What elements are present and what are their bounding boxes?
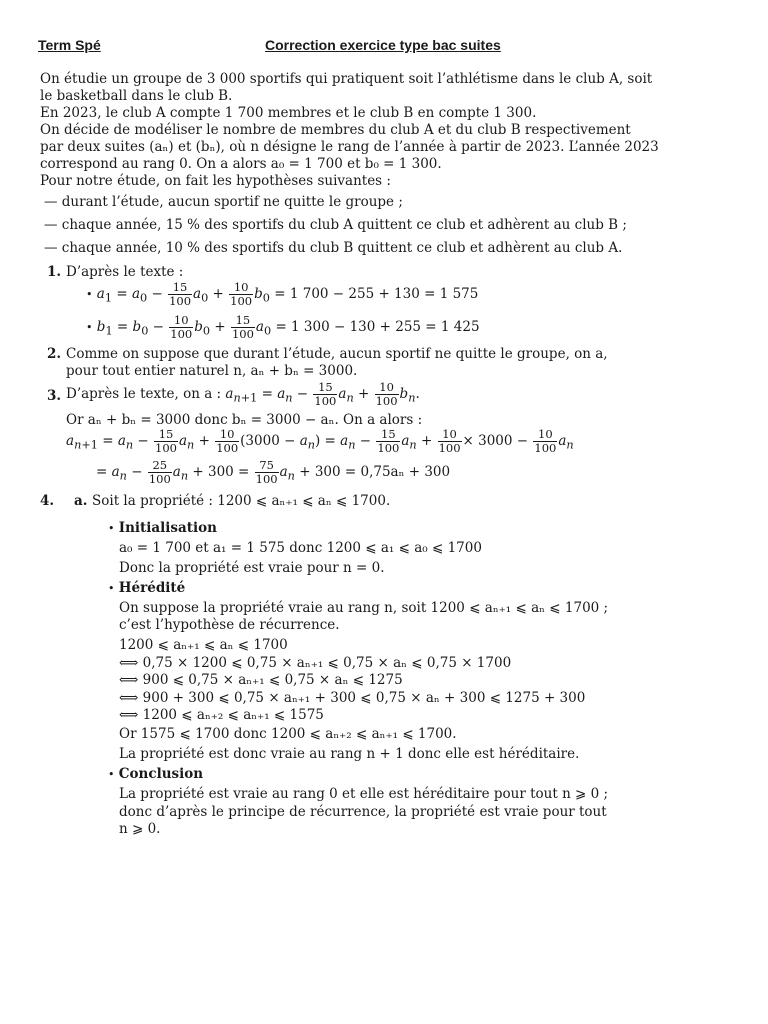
formula-a1-result: = 1 700 − 255 + 130 = 1 575 <box>274 286 479 302</box>
formula-b1-result: = 1 300 − 130 + 255 = 1 425 <box>275 319 480 335</box>
formula-a1: • $a_1 = a_0$ − $\frac{15}{100}$ $a_0$ + $\frac{10}{100}$ $b_0 = 1$ 700 − 255 + 130 = 1 575 <box>86 280 479 308</box>
fraction: $\frac{15}{100}$ <box>231 313 254 341</box>
section-title: Conclusion <box>118 766 204 782</box>
formula-q3-expand: $a_{n+1} = a_n$ − $\frac{15}{100}$ $a_n$ + $\frac{10}{100}$ $(3000 - a_n) = a_n$ − $\frac{15}{100}$ $a_n$ + $\frac{10}{100}$ × 3000 − $\frac{10}{100}$ $a_n$ <box>66 427 574 455</box>
proof-line: a₀ = 1 700 et a₁ = 1 575 donc 1200 ⩽ a₁ ⩽ a₀ ⩽ 1700 <box>119 540 482 556</box>
hypothesis-item: — durant l’étude, aucun sportif ne quitte le groupe ; <box>44 194 403 210</box>
fraction: $\frac{10}{100}$ <box>230 280 253 308</box>
intro-line: En 2023, le club A compte 1 700 membres et le club B en compte 1 300. <box>40 105 537 121</box>
formula-q3-tail: + 300 = 0,75aₙ + 300 <box>299 464 451 480</box>
question-3-intro: D’après le texte, on a : <box>66 386 222 402</box>
bullet-icon: • <box>108 582 115 595</box>
hypothesis-item: — chaque année, 10 % des sportifs du club B quittent ce club et adhèrent au club A. <box>44 240 623 256</box>
intro-line: le basketball dans le club B. <box>40 88 233 104</box>
formula-q3-result: = $a_n$ − $\frac{25}{100}$ $a_n + 300$ = $\frac{75}{100}$ $a_n + 300 = 0,75a_n + 300$ <box>96 458 451 486</box>
course-label: Term Spé <box>38 37 101 53</box>
proof-line: On suppose la propriété vraie au rang n, soit 1200 ⩽ aₙ₊₁ ⩽ aₙ ⩽ 1700 ; <box>119 600 609 616</box>
proof-equivalence: ⟺ 0,75 × 1200 ⩽ 0,75 × aₙ₊₁ ⩽ 0,75 × aₙ ⩽ 0,75 × 1700 <box>119 655 512 671</box>
proof-equivalence: ⟺ 1200 ⩽ aₙ₊₂ ⩽ aₙ₊₁ ⩽ 1575 <box>119 707 324 723</box>
proof-line: 1200 ⩽ aₙ₊₁ ⩽ aₙ ⩽ 1700 <box>119 637 288 653</box>
fraction: $\frac{10}{100}$ <box>438 427 461 455</box>
section-title: Hérédité <box>118 580 186 596</box>
fraction: $\frac{10}{100}$ <box>216 427 239 455</box>
fraction: $\frac{10}{100}$ <box>170 313 193 341</box>
fraction: $\frac{10}{100}$ <box>534 427 557 455</box>
proof-line: donc d’après le principe de récurrence, la propriété est vraie pour tout <box>119 804 607 820</box>
section-heredite <box>108 580 185 597</box>
proof-line: La propriété est donc vraie au rang n + 1 donc elle est héréditaire. <box>119 746 580 762</box>
question-3-line: Or aₙ + bₙ = 3000 donc bₙ = 3000 − aₙ. On a alors : <box>66 412 423 428</box>
question-4-number: 4. <box>40 493 55 509</box>
question-4a-label: a. <box>74 493 88 509</box>
intro-line: On étudie un groupe de 3 000 sportifs qui pratiquent soit l’athlétisme dans le club A, soit <box>40 71 653 87</box>
proof-line: n ⩾ 0. <box>119 821 161 837</box>
proof-equivalence: ⟺ 900 + 300 ⩽ 0,75 × aₙ₊₁ + 300 ⩽ 0,75 × aₙ + 300 ⩽ 1275 + 300 <box>119 690 586 706</box>
page-title: Correction exercice type bac suites <box>265 37 501 53</box>
hypothesis-item: — chaque année, 15 % des sportifs du club A quittent ce club et adhèrent au club B ; <box>44 217 627 233</box>
question-3-number: 3. <box>47 388 62 404</box>
bullet-icon: • <box>86 321 93 334</box>
fraction: $\frac{25}{100}$ <box>148 458 171 486</box>
intro-line: correspond au rang 0. On a alors a₀ = 1 700 et b₀ = 1 300. <box>40 156 442 172</box>
fraction: $\frac{15}{100}$ <box>169 280 192 308</box>
bullet-icon: • <box>108 768 115 781</box>
intro-line: Pour notre étude, on fait les hypothèses suivantes : <box>40 173 391 189</box>
bullet-icon: • <box>108 522 115 535</box>
section-initialisation <box>108 520 217 537</box>
fraction: $\frac{75}{100}$ <box>255 458 278 486</box>
intro-line: par deux suites (aₙ) et (bₙ), où n désigne le rang de l’année à partir de 2023. L’année 2023 <box>40 139 659 155</box>
question-2-line: Comme on suppose que durant l’étude, aucun sportif ne quitte le groupe, on a, <box>66 346 608 362</box>
section-conclusion <box>108 766 203 783</box>
proof-line: Or 1575 ⩽ 1700 donc 1200 ⩽ aₙ₊₂ ⩽ aₙ₊₁ ⩽ 1700. <box>119 726 457 742</box>
question-1-text: D’après le texte : <box>66 264 184 280</box>
proof-line: Donc la propriété est vraie pour n = 0. <box>119 560 385 576</box>
formula-q3-recurrence: D’après le texte, on a : $a_{n+1} = a_n$ − $\frac{15}{100}$ $a_n$ + $\frac{10}{100}$ $b_n$. <box>66 380 420 408</box>
fraction: $\frac{15}{100}$ <box>155 427 177 455</box>
question-2-number: 2. <box>47 346 62 362</box>
proof-equivalence: ⟺ 900 ⩽ 0,75 × aₙ₊₁ ⩽ 0,75 × aₙ ⩽ 1275 <box>119 672 403 688</box>
section-title: Initialisation <box>118 520 217 536</box>
fraction: $\frac{15}{100}$ <box>377 427 400 455</box>
question-2-line: pour tout entier naturel n, aₙ + bₙ = 3000. <box>66 363 358 379</box>
question-4a-property: Soit la propriété : 1200 ⩽ aₙ₊₁ ⩽ aₙ ⩽ 1700. <box>92 493 391 509</box>
question-1-number: 1. <box>47 264 62 280</box>
proof-line: La propriété est vraie au rang 0 et elle est héréditaire pour tout n ⩾ 0 ; <box>119 786 609 802</box>
intro-line: On décide de modéliser le nombre de membres du club A et du club B respectivement <box>40 122 631 138</box>
fraction: $\frac{10}{100}$ <box>375 380 398 408</box>
formula-b1: • $b_1 = b_0$ − $\frac{10}{100}$ $b_0$ + $\frac{15}{100}$ $a_0 = 1$ 300 − 130 + 255 = 1 425 <box>86 313 480 341</box>
bullet-icon: • <box>86 288 93 301</box>
proof-line: c’est l’hypothèse de récurrence. <box>119 617 340 633</box>
fraction: $\frac{15}{100}$ <box>314 380 337 408</box>
